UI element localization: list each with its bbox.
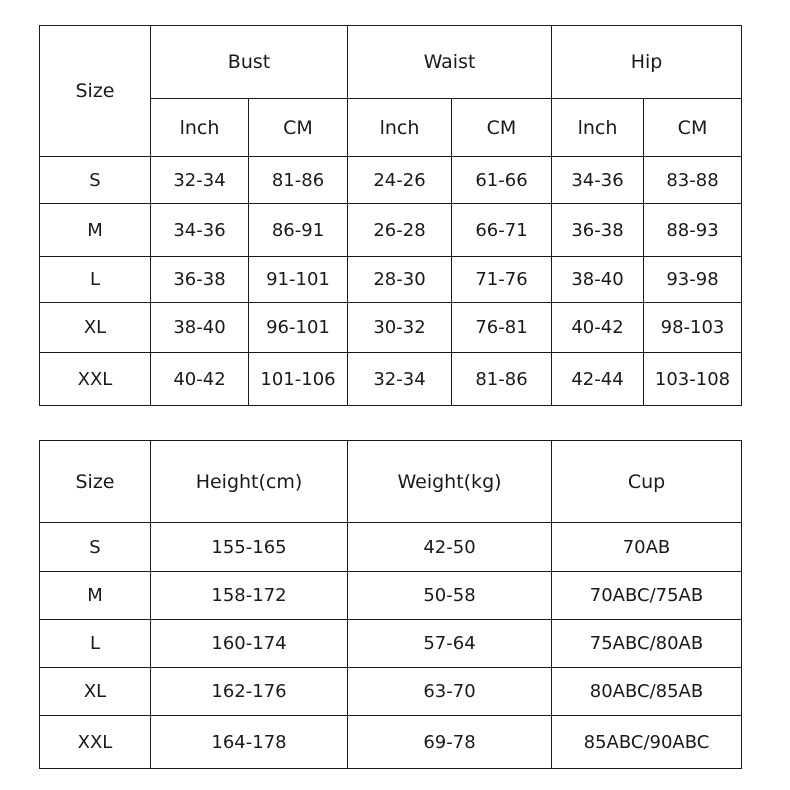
weight-cell: 50-58 (348, 572, 552, 620)
measurement-size-table (39, 25, 742, 406)
waist-cm-cell: 66-71 (452, 204, 552, 257)
hip-inch-cell: 38-40 (552, 257, 644, 303)
size-cell: XXL (40, 353, 151, 406)
waist-cm-cell: 71-76 (452, 257, 552, 303)
height-cell: 164-178 (151, 716, 348, 769)
cup-cell: 70ABC/75AB (552, 572, 742, 620)
waist-cm-cell: 61-66 (452, 157, 552, 204)
size-header: Size (40, 441, 151, 523)
size-cell: S (40, 157, 151, 204)
hip-header: Hip (552, 26, 742, 99)
hip-cm-cell: 103-108 (644, 353, 742, 406)
hip-inch-cell: 42-44 (552, 353, 644, 406)
table-row (40, 204, 742, 257)
waist-inch-cell: 26-28 (348, 204, 452, 257)
table-row (40, 303, 742, 353)
weight-cell: 69-78 (348, 716, 552, 769)
waist-inch-cell: 28-30 (348, 257, 452, 303)
table-row (40, 523, 742, 572)
cup-header: Cup (552, 441, 742, 523)
table-row (40, 620, 742, 668)
weight-cell: 57-64 (348, 620, 552, 668)
size-cell: XXL (40, 716, 151, 769)
size-cell: S (40, 523, 151, 572)
waist-inch-cell: 30-32 (348, 303, 452, 353)
bust-cm-header: CM (249, 99, 348, 157)
bust-cm-cell: 81-86 (249, 157, 348, 204)
hip-cm-header: CM (644, 99, 742, 157)
height-cell: 162-176 (151, 668, 348, 716)
table-row (40, 157, 742, 204)
hip-cm-cell: 98-103 (644, 303, 742, 353)
cup-cell: 70AB (552, 523, 742, 572)
hip-cm-cell: 88-93 (644, 204, 742, 257)
bust-cm-cell: 86-91 (249, 204, 348, 257)
cup-cell: 85ABC/90ABC (552, 716, 742, 769)
waist-header: Waist (348, 26, 552, 99)
bust-header: Bust (151, 26, 348, 99)
hip-inch-cell: 36-38 (552, 204, 644, 257)
hip-inch-header: lnch (552, 99, 644, 157)
bust-inch-cell: 32-34 (151, 157, 249, 204)
size-cell: L (40, 257, 151, 303)
height-cell: 155-165 (151, 523, 348, 572)
hip-inch-cell: 34-36 (552, 157, 644, 204)
waist-cm-header: CM (452, 99, 552, 157)
bust-inch-cell: 36-38 (151, 257, 249, 303)
bust-cm-cell: 101-106 (249, 353, 348, 406)
size-cell: M (40, 204, 151, 257)
size-cell: L (40, 620, 151, 668)
waist-cm-cell: 81-86 (452, 353, 552, 406)
table-row (40, 572, 742, 620)
table-row (40, 353, 742, 406)
waist-inch-header: lnch (348, 99, 452, 157)
table-row (40, 668, 742, 716)
bust-inch-header: lnch (151, 99, 249, 157)
waist-inch-cell: 24-26 (348, 157, 452, 204)
hip-cm-cell: 83-88 (644, 157, 742, 204)
bust-cm-cell: 96-101 (249, 303, 348, 353)
weight-cell: 63-70 (348, 668, 552, 716)
size-cell: XL (40, 303, 151, 353)
height-weight-cup-table (39, 440, 742, 769)
height-header: Height(cm) (151, 441, 348, 523)
bust-inch-cell: 34-36 (151, 204, 249, 257)
hip-cm-cell: 93-98 (644, 257, 742, 303)
bust-inch-cell: 38-40 (151, 303, 249, 353)
height-cell: 158-172 (151, 572, 348, 620)
cup-cell: 80ABC/85AB (552, 668, 742, 716)
waist-cm-cell: 76-81 (452, 303, 552, 353)
hip-inch-cell: 40-42 (552, 303, 644, 353)
size-cell: M (40, 572, 151, 620)
weight-header: Weight(kg) (348, 441, 552, 523)
bust-cm-cell: 91-101 (249, 257, 348, 303)
size-cell: XL (40, 668, 151, 716)
bust-inch-cell: 40-42 (151, 353, 249, 406)
table-row (40, 716, 742, 769)
waist-inch-cell: 32-34 (348, 353, 452, 406)
table-row (40, 257, 742, 303)
weight-cell: 42-50 (348, 523, 552, 572)
cup-cell: 75ABC/80AB (552, 620, 742, 668)
size-header: Size (40, 26, 151, 157)
height-cell: 160-174 (151, 620, 348, 668)
